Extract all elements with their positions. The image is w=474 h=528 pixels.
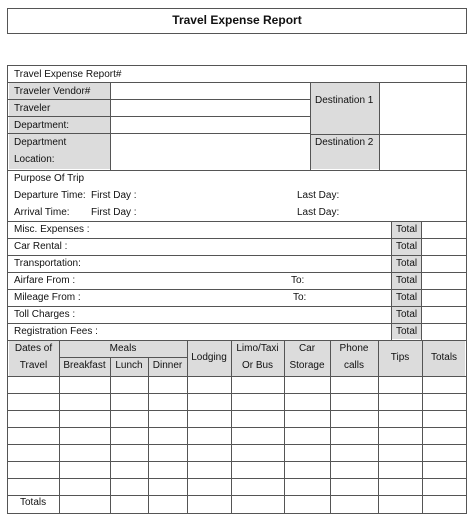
totals-header: Totals bbox=[430, 352, 458, 363]
departure-last-day-label: Last Day: bbox=[297, 190, 340, 201]
title-box bbox=[7, 8, 467, 34]
grid-line-horizontal bbox=[8, 495, 466, 496]
vendor-field[interactable] bbox=[111, 83, 309, 99]
grid-line-horizontal bbox=[8, 289, 466, 290]
destination-1-field[interactable] bbox=[380, 83, 466, 134]
grid-line-horizontal bbox=[8, 427, 466, 428]
toll-charges-label: Toll Charges : bbox=[14, 309, 76, 320]
grid-line-horizontal bbox=[8, 393, 466, 394]
total-label-transportation: Total bbox=[396, 258, 418, 269]
totals-row-label: Totals bbox=[20, 497, 47, 508]
arrival-last-day-label: Last Day: bbox=[297, 207, 340, 218]
breakfast-header: Breakfast bbox=[63, 360, 106, 371]
destination-1-label: Destination 1 bbox=[315, 95, 374, 106]
total-label-registration: Total bbox=[396, 326, 418, 337]
dates-of-header: Dates of bbox=[14, 343, 53, 354]
airfare-to-label: To: bbox=[291, 275, 305, 286]
dinner-header: Dinner bbox=[152, 360, 183, 371]
mileage-to-label: To: bbox=[293, 292, 307, 303]
destination-2-field[interactable] bbox=[380, 135, 466, 170]
meals-header: Meals bbox=[109, 343, 137, 354]
grid-line-vertical bbox=[110, 357, 111, 513]
grid-line-horizontal bbox=[8, 221, 466, 222]
lodging-header: Lodging bbox=[191, 352, 227, 363]
report-number-label: Travel Expense Report# bbox=[14, 69, 122, 80]
grid-line-vertical bbox=[310, 83, 311, 170]
grid-line-horizontal bbox=[8, 323, 466, 324]
grid-line-horizontal bbox=[8, 444, 466, 445]
location-label-line2: Location: bbox=[14, 154, 55, 165]
grid-line-horizontal bbox=[8, 410, 466, 411]
location-label-line1: Department bbox=[14, 137, 67, 148]
total-label-mileage: Total bbox=[396, 292, 418, 303]
arrival-first-day-label: First Day : bbox=[91, 207, 137, 218]
car-storage-header-line1: Car bbox=[298, 343, 316, 354]
travel-header: Travel bbox=[19, 360, 48, 371]
grid-line-horizontal bbox=[8, 376, 466, 377]
total-label-misc: Total bbox=[396, 224, 418, 235]
grid-line-vertical bbox=[421, 221, 422, 340]
departure-time-label: Departure Time: bbox=[14, 190, 86, 201]
limo-header-line2: Or Bus bbox=[241, 360, 274, 371]
departure-first-day-label: First Day : bbox=[91, 190, 137, 201]
grid-line-vertical bbox=[378, 340, 379, 513]
page-title: Travel Expense Report bbox=[172, 13, 302, 27]
traveler-label: Traveler bbox=[14, 103, 51, 114]
car-storage-header-line2: Storage bbox=[289, 360, 325, 371]
registration-fees-label: Registration Fees : bbox=[14, 326, 98, 337]
grid-line-horizontal bbox=[8, 170, 466, 171]
grid-line-vertical bbox=[422, 340, 423, 513]
report-number-field[interactable] bbox=[128, 67, 465, 81]
expense-form bbox=[7, 65, 467, 514]
grid-line-vertical bbox=[187, 340, 188, 513]
total-label-car-rental: Total bbox=[396, 241, 418, 252]
lunch-header: Lunch bbox=[115, 360, 143, 371]
limo-header-line1: Limo/Taxi bbox=[236, 343, 279, 354]
purpose-label: Purpose Of Trip bbox=[14, 173, 85, 184]
grid-line-horizontal bbox=[8, 461, 466, 462]
grid-line-horizontal bbox=[8, 478, 466, 479]
car-rental-label: Car Rental : bbox=[14, 241, 68, 252]
destination-2-label: Destination 2 bbox=[315, 137, 374, 148]
vendor-label: Traveler Vendor# bbox=[14, 86, 91, 97]
total-label-toll: Total bbox=[396, 309, 418, 320]
grid-line-horizontal bbox=[8, 255, 466, 256]
misc-expenses-label: Misc. Expenses : bbox=[14, 224, 90, 235]
transportation-label: Transportation: bbox=[14, 258, 81, 269]
traveler-field[interactable] bbox=[111, 100, 309, 116]
department-label: Department: bbox=[14, 120, 70, 131]
grid-line-horizontal bbox=[8, 238, 466, 239]
location-field[interactable] bbox=[111, 134, 309, 170]
grid-line-horizontal bbox=[8, 306, 466, 307]
grid-line-vertical bbox=[148, 357, 149, 513]
mileage-from-label: Mileage From : bbox=[14, 292, 81, 303]
phone-calls-header-line1: Phone bbox=[339, 343, 369, 354]
grid-line-horizontal bbox=[59, 357, 187, 358]
phone-calls-header-line2: calls bbox=[343, 360, 364, 371]
arrival-time-label: Arrival Time: bbox=[14, 207, 70, 218]
department-field[interactable] bbox=[111, 117, 309, 133]
grid-line-vertical bbox=[391, 221, 392, 340]
total-label-airfare: Total bbox=[396, 275, 418, 286]
grid-line-horizontal bbox=[8, 272, 466, 273]
tips-header: Tips bbox=[390, 352, 410, 363]
airfare-from-label: Airfare From : bbox=[14, 275, 76, 286]
grid-line-horizontal bbox=[8, 340, 466, 341]
